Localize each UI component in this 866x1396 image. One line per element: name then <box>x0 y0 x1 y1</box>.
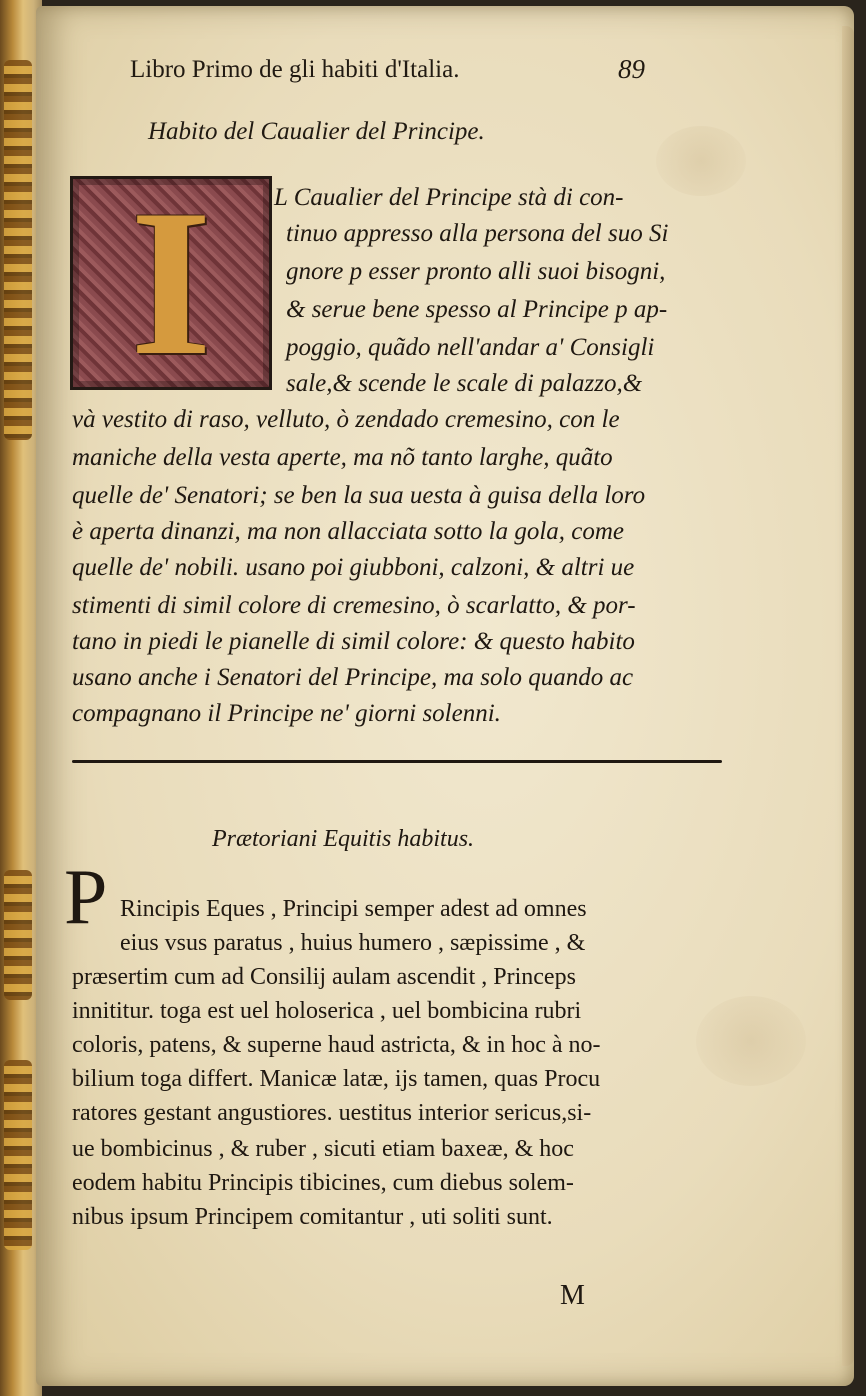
facing-page-ornament <box>4 60 32 440</box>
italian-text-line: và vestito di raso, velluto, ò zendado cremesino, con le <box>72 406 620 433</box>
page-number: 89 <box>618 54 645 84</box>
italian-text-line: L Caualier del Principe stà di con- <box>274 184 624 211</box>
italian-text-line: compagnano il Principe ne' giorni solenni. <box>72 700 501 727</box>
italian-text-line: maniche della vesta aperte, ma nõ tanto larghe, quãto <box>72 444 613 471</box>
latin-text-line: eodem habitu Principis tibicines, cum diebus solem- <box>72 1170 574 1196</box>
italian-text-line: & serue bene spesso al Principe p ap- <box>286 296 668 323</box>
latin-initial: P <box>64 853 108 940</box>
signature-mark: M <box>560 1280 585 1311</box>
italian-text-line: tano in piedi le pianelle di simil colore: & questo habito <box>72 628 635 655</box>
italian-text-line: tinuo appresso alla persona del suo Si <box>286 220 669 247</box>
italian-text-line: poggio, quãdo nell'andar a' Consigli <box>286 334 655 361</box>
italian-text-line: stimenti di simil colore di cremesino, ò scarlatto, & por- <box>72 592 636 619</box>
decorated-initial-letter: I <box>130 167 212 399</box>
latin-text-line: nibus ipsum Principem comitantur , uti soliti sunt. <box>72 1204 553 1230</box>
italian-text-line: usano anche i Senatori del Principe, ma solo quando ac <box>72 664 634 691</box>
latin-text-line: Rincipis Eques , Principi semper adest ad omnes <box>120 896 587 922</box>
latin-text-line: ue bombicinus , & ruber , sicuti etiam baxeæ, & hoc <box>72 1136 574 1162</box>
latin-text-line: ratores gestant angustiores. uestitus interior sericus,si- <box>72 1100 592 1126</box>
page-edge <box>842 26 854 1366</box>
italian-text-line: quelle de' Senatori; se ben la sua uesta à guisa della loro <box>72 482 646 509</box>
decorated-initial <box>70 167 272 399</box>
latin-text-line: innititur. toga est uel holoserica , uel bombicina rubri <box>72 998 582 1024</box>
italian-text-line: sale,& scende le scale di palazzo,& <box>286 370 643 397</box>
italian-text-line: è aperta dinanzi, ma non allacciata sotto la gola, come <box>72 518 625 545</box>
latin-text-line: bilium toga differt. Manicæ latæ, ijs tamen, quas Procu <box>72 1066 601 1092</box>
latin-section-title: Prætoriani Equitis habitus. <box>212 826 475 852</box>
section-divider <box>72 760 722 763</box>
paper-stain <box>656 126 746 196</box>
latin-text-line: eius vsus paratus , huius humero , sæpissime , & <box>120 930 586 956</box>
italian-text-line: gnore p esser pronto alli suoi bisogni, <box>286 258 666 285</box>
paper-stain <box>696 996 806 1086</box>
italian-text-line: quelle de' nobili. usano poi giubboni, calzoni, & altri ue <box>72 554 635 581</box>
latin-text-line: præsertim cum ad Consilij aulam ascendit , Princeps <box>72 964 576 990</box>
facing-page-ornament <box>4 1060 32 1250</box>
latin-text-line: coloris, patens, & superne haud astricta, & in hoc à no- <box>72 1032 601 1058</box>
italian-section-title: Habito del Caualier del Principe. <box>148 118 485 145</box>
facing-page-ornament <box>4 870 32 1000</box>
running-title: Libro Primo de gli habiti d'Italia. <box>130 56 460 83</box>
